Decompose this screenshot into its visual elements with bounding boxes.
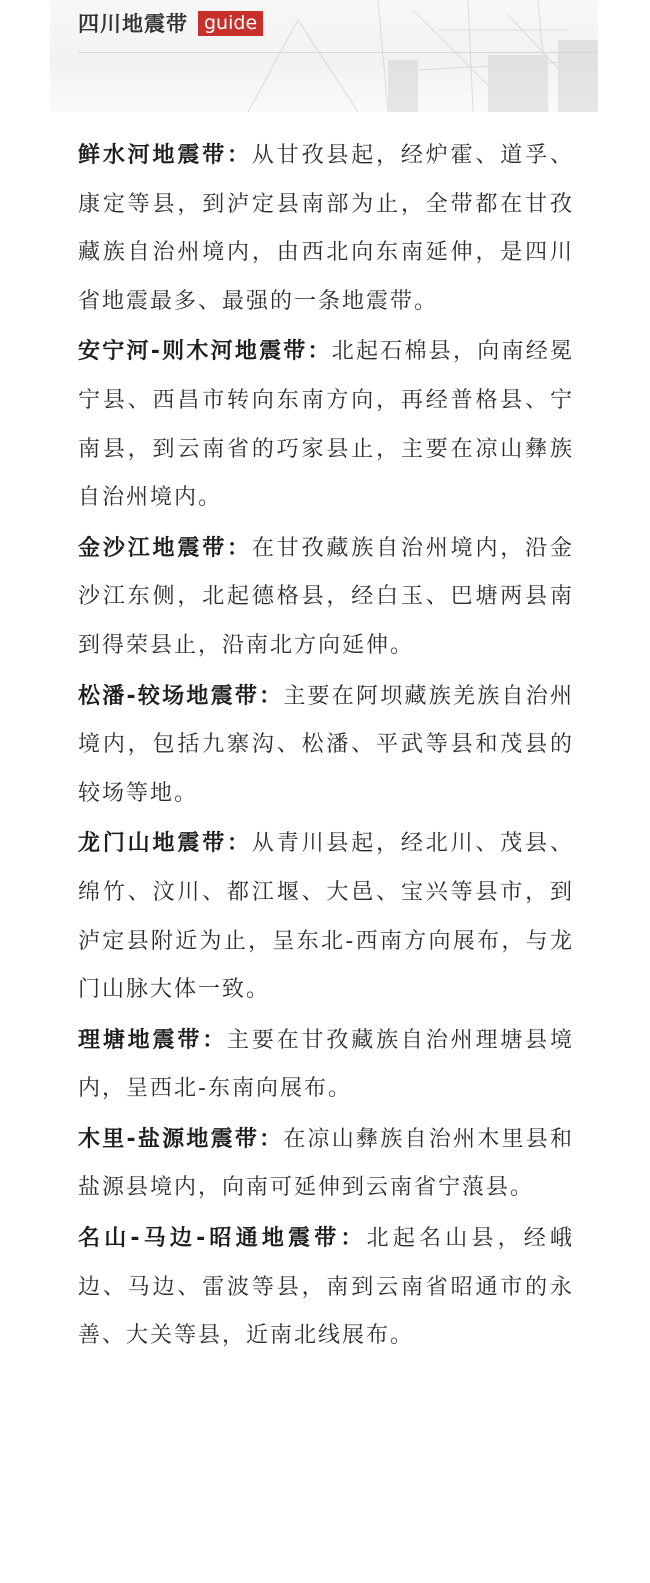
zone-paragraph xyxy=(78,1116,574,1213)
zone-description: 从甘孜县起，经炉霍、道孚、康定等县，到泸定县南部为止，全带都在甘孜藏族自治州境内，由西北向东南延伸，是四川省地震最多、最强的一条地震带。 xyxy=(78,143,574,314)
zone-description: 北起名山县，经峨边、马边、雷波等县，南到云南省昭通市的永善、大关等县，近南北线展布。 xyxy=(78,1226,574,1349)
zone-description: 从青川县起，经北川、茂县、绵竹、汶川、都江堰、大邑、宝兴等县市，到泸定县附近为止，呈东北-西南方向展布，与龙门山脉大体一致。 xyxy=(78,831,574,1003)
header-background-image xyxy=(238,0,598,112)
guide-tag: guide xyxy=(198,11,263,36)
header-banner xyxy=(50,0,598,112)
zone-paragraph xyxy=(78,820,574,1014)
zone-name: 木里-盐源地震带： xyxy=(78,1126,284,1152)
zone-description: 在甘孜藏族自治州境内，沿金沙江东侧，北起德格县，经白玉、巴塘两县南到得荣县止，沿南北方向延伸。 xyxy=(78,535,574,658)
zone-paragraph xyxy=(78,1215,574,1361)
zone-paragraph xyxy=(78,132,574,326)
zone-paragraph xyxy=(78,673,574,819)
article-body xyxy=(78,132,574,1363)
zone-name: 安宁河-则木河地震带： xyxy=(78,339,332,365)
zone-name: 鲜水河地震带： xyxy=(78,143,252,168)
zone-description: 北起石棉县，向南经冕宁县、西昌市转向东南方向，再经普格县、宁南县，到云南省的巧家县止，主要在凉山彝族自治州境内。 xyxy=(78,339,574,511)
zone-name: 金沙江地震带： xyxy=(78,535,252,561)
zone-name: 理塘地震带： xyxy=(78,1027,228,1053)
header-divider xyxy=(78,52,598,53)
header-title-row xyxy=(78,8,263,38)
zone-description: 主要在甘孜藏族自治州理塘县境内，呈西北-东南向展布。 xyxy=(78,1027,574,1102)
zone-paragraph xyxy=(78,328,574,522)
zone-paragraph xyxy=(78,1017,574,1114)
zone-description: 在凉山彝族自治州木里县和盐源县境内，向南可延伸到云南省宁蒗县。 xyxy=(78,1126,574,1201)
zone-name: 龙门山地震带： xyxy=(78,831,252,857)
zone-paragraph xyxy=(78,525,574,671)
zone-description: 主要在阿坝藏族羌族自治州境内，包括九寨沟、松潘、平武等县和茂县的较场等地。 xyxy=(78,683,574,806)
zone-name: 松潘-较场地震带： xyxy=(78,683,284,709)
zone-name: 名山-马边-昭通地震带： xyxy=(78,1226,367,1252)
page-title: 四川地震带 xyxy=(78,12,188,36)
